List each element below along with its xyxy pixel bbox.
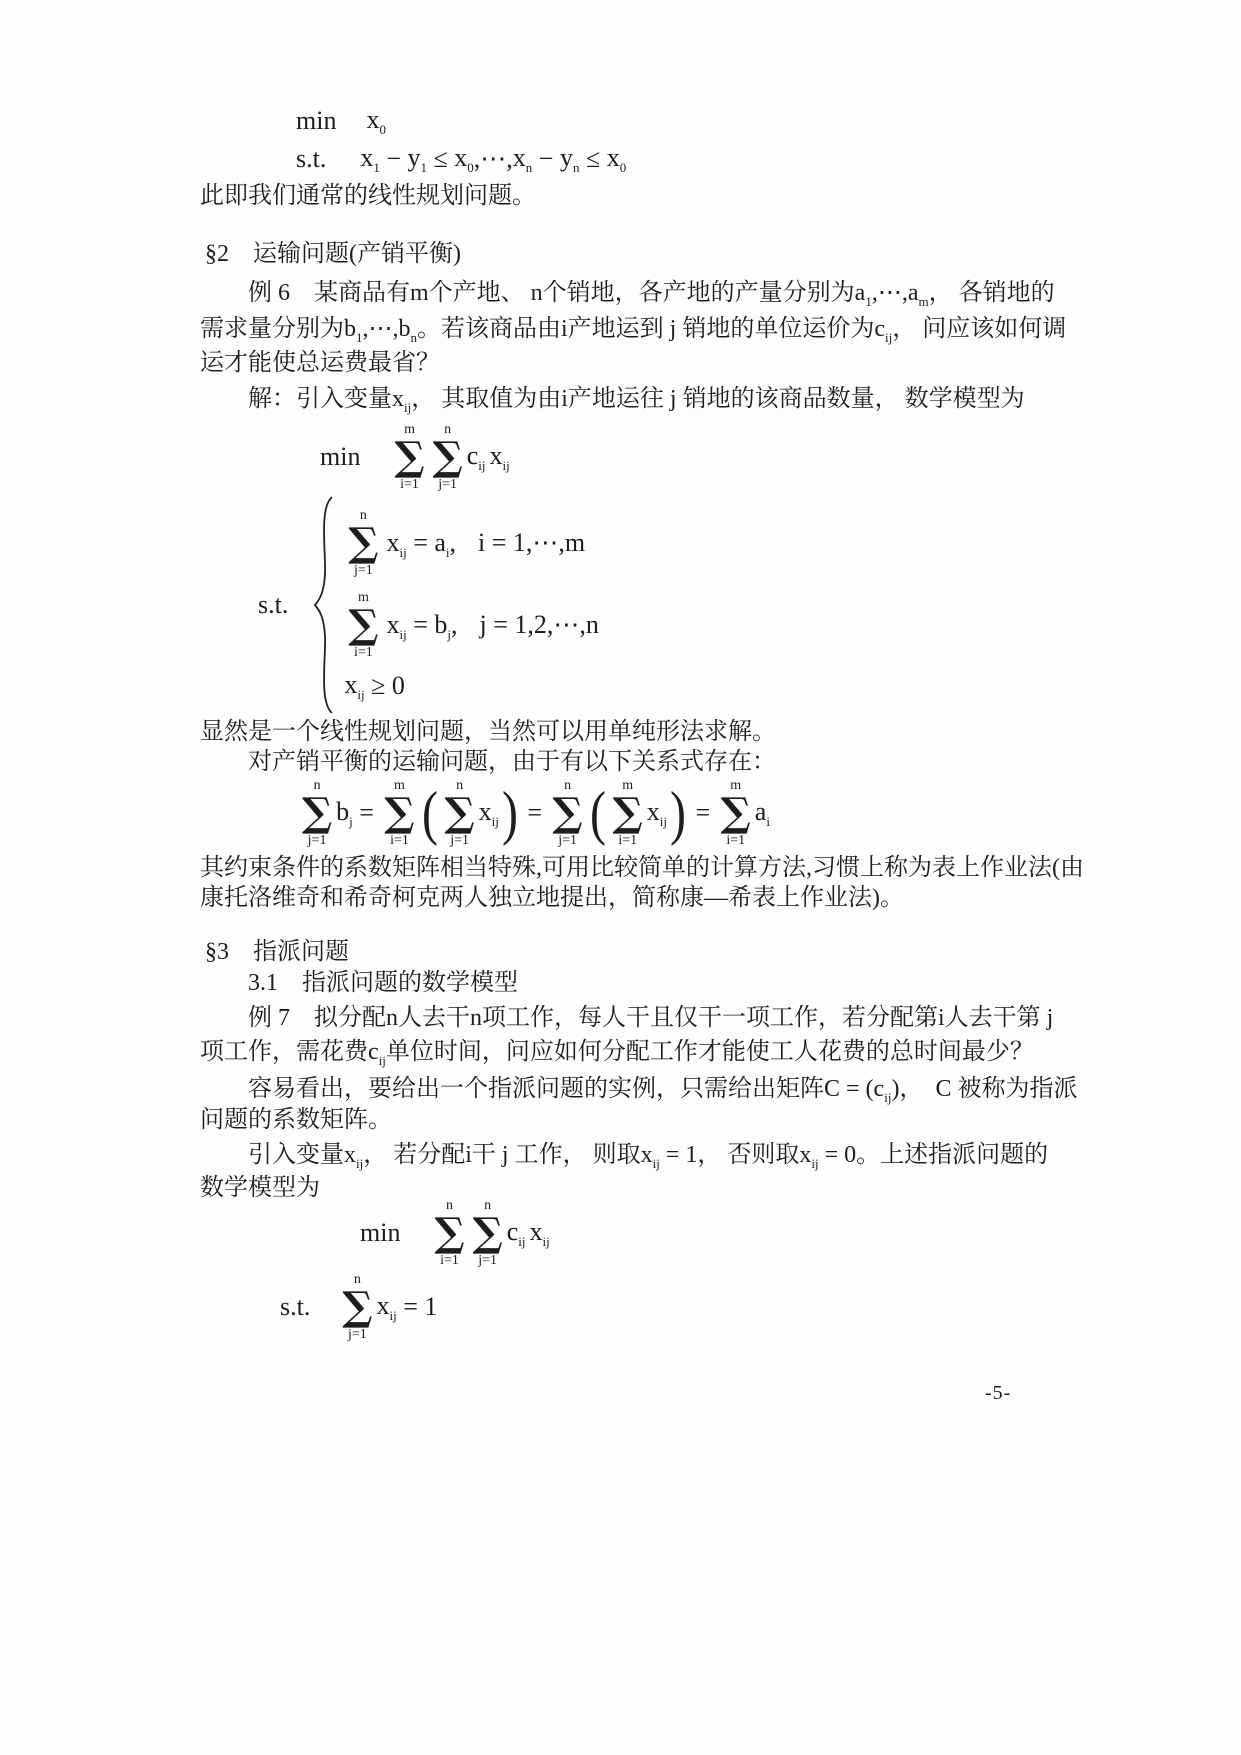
paragraph-balance-note: 对产销平衡的运输问题，由于有以下关系式存在： [248,749,776,775]
paragraph-variable-line1: 引入变量 $x_{ij}$ ， 若分配 i 干 j 工作， 则取 $x_{ij}$ = 1， 否则取 $x_{ij}$ = 0。上述指派问题的 [248,1142,1049,1171]
paragraph-simplex-note: 显然是一个线性规划问题，当然可以用单纯形法求解。 [200,719,776,745]
paragraph-example7-line1: 例 7 拟分配 n 人去干 n 项工作，每人干且仅干一项工作，若分配第 i 人去干第 j [248,1005,1054,1031]
paragraph-example7-line2: 项工作，需花费 $c_{ij}$ 单位时间，问应如何分配工作才能使工人花费的总时间最少？ [200,1039,1034,1068]
section2-heading: §2 运输问题(产销平衡) [205,241,461,267]
formula-transport-objective: min m ∑ i=1 n ∑ j=1 $c_{ij}$ $x_{ij}$ [320,422,510,492]
paragraph-example6-line2: 需求量分别为 $b_1$ ,⋯, $b_n$ 。若该商品由 i 产地运到 j 销地的单位运价为 $c_{ij}$ ， 问应该如何调 [200,316,1067,345]
page-number: -5- [985,1382,1012,1404]
formula-intro-constraints: s.t. $x_1$ − $y_1$ ≤ $x_0$ ,⋯, $x_n$ − $y_n$ ≤ $x_0$ [296,143,627,176]
st-label: s.t. [258,590,289,619]
formula-assignment-constraint: s.t. n ∑ j=1 $x_{ij}$ = 1 [280,1272,438,1342]
paragraph-example6-line1: 例 6 某商品有 m 个产地、 n 个销地，各产地的产量分别为 $a_1$ ,⋯, $a_m$ ， 各销地的 [248,280,1055,309]
section3-heading: §3 指派问题 [205,939,349,965]
constraint-demand: m ∑ i=1 $x_{ij}$ = $b_j$ , j = 1,2,⋯,n [348,590,599,661]
formula-assignment-objective: min n ∑ i=1 n ∑ j=1 $c_{ij}$ $x_{ij}$ [360,1198,550,1268]
formula-transport-constraints [258,494,599,716]
constraint-supply: n ∑ j=1 $x_{ij}$ = $a_i$ , i = 1,⋯,m [348,508,586,579]
paragraph-matrix-line2: 问题的系数矩阵。 [200,1107,392,1133]
paragraph-matrix-line1: 容易看出，要给出一个指派问题的实例，只需给出矩阵 C = ( $c_{ij}$ )， C 被称为指派 [248,1076,1078,1105]
constraint-column [344,508,599,701]
formula-balance-relation: n ∑ j=1 $b_j$ = m ∑ i=1 ( n ∑ j=1 $x_{ij}$ ) = n ∑ j=1 ( m ∑ i=1 $x_{ij}$ ) = m ∑ i=1 $a_i$ [302,778,770,848]
paragraph-solution-intro: 解：引入变量 $x_{ij}$ ， 其取值为由 i 产地运往 j 销地的该商品数量， 数学模型为 [248,386,1025,415]
paragraph-variable-line2: 数学模型为 [200,1175,320,1201]
paragraph-tableau-line2: 康托洛维奇和希奇柯克两人独立地提出，简称康—希表上作业法)。 [200,885,904,911]
paragraph-intro-close: 此即我们通常的线性规划问题。 [200,183,536,209]
constraint-nonnegative: $x_{ij}$ ≥ 0 [344,670,405,703]
formula-intro-objective: min $x_0$ [296,105,386,138]
section31-heading: 3.1 指派问题的数学模型 [248,970,518,996]
paragraph-tableau-line1: 其约束条件的系数矩阵相当特殊,可用比较简单的计算方法,习惯上称为表上作业法(由 [200,855,1084,881]
left-brace [312,494,334,716]
paragraph-example6-line3: 运才能使总运费最省？ [200,350,440,376]
